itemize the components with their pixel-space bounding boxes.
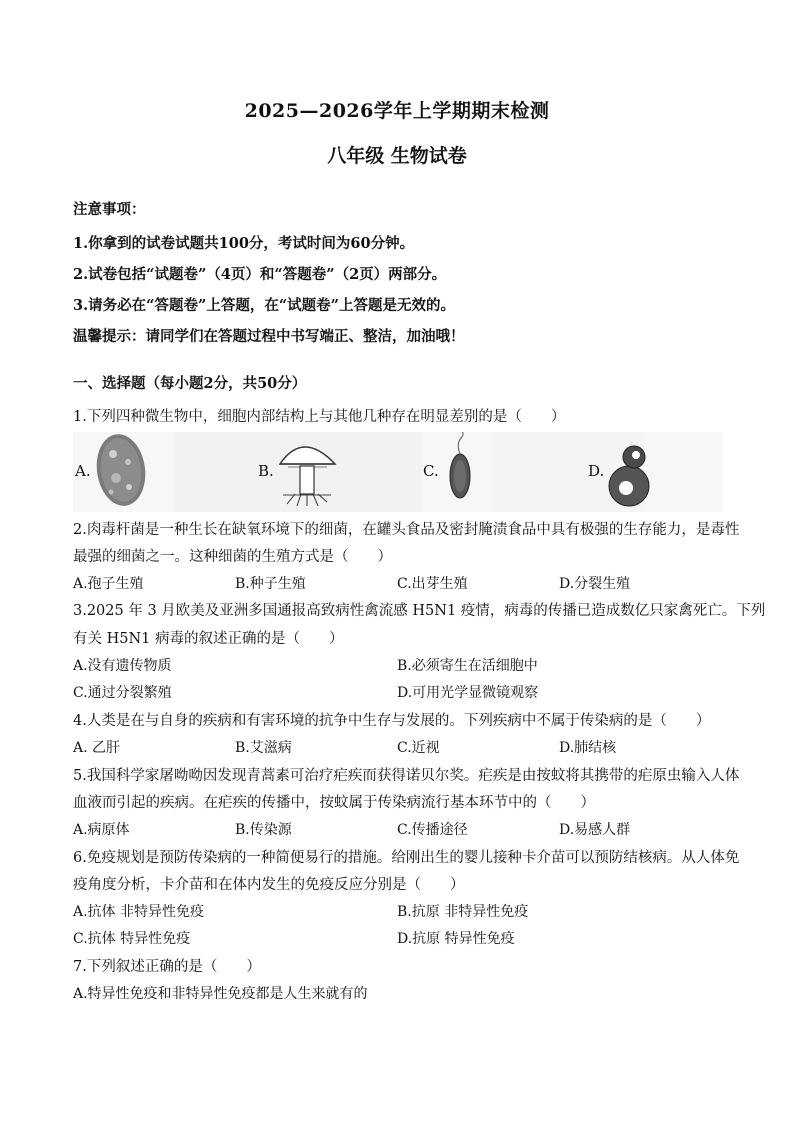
question-4-option-b: B.艾滋病 xyxy=(235,740,292,756)
question-6-option-a: A.抗体 非特异性免疫 xyxy=(73,904,205,920)
question-1-figure xyxy=(73,432,723,512)
exam-subtitle: 八年级 生物试卷 xyxy=(327,145,467,167)
question-4-option-a: A. 乙肝 xyxy=(73,740,121,756)
question-2-stem-line-2: 最强的细菌之一。这种细菌的生殖方式是（ ） xyxy=(73,549,392,565)
exam-title: 2025—2026学年上学期期末检测 xyxy=(244,100,550,122)
note-item-2: 2.试卷包括“试题卷”（4页）和“答题卷”（2页）两部分。 xyxy=(73,266,447,283)
question-6-option-c: C.抗体 特异性免疫 xyxy=(73,931,191,947)
question-3-option-c: C.通过分裂繁殖 xyxy=(73,685,172,701)
note-item-1: 1.你拿到的试卷试题共100分，考试时间为60分钟。 xyxy=(73,235,415,252)
question-7-stem: 7.下列叙述正确的是（ ） xyxy=(73,959,261,975)
question-3-option-b: B.必须寄生在活细胞中 xyxy=(397,658,538,674)
question-6-stem-line-2: 疫角度分析，卡介苗和在体内发生的免疫反应分别是（ ） xyxy=(73,877,465,893)
question-2-option-d: D.分裂生殖 xyxy=(559,576,631,592)
question-4-option-d: D.肺结核 xyxy=(559,740,617,756)
section-heading: 一、选择题（每小题2分，共50分） xyxy=(73,375,307,392)
microorganism-figure xyxy=(73,432,723,512)
option-a-label: A. xyxy=(75,462,91,480)
question-5-option-d: D.易感人群 xyxy=(559,822,631,838)
option-b-label: B. xyxy=(258,462,274,480)
question-5-option-b: B.传染源 xyxy=(235,822,292,838)
question-3-option-d: D.可用光学显微镜观察 xyxy=(397,685,539,701)
notes-heading: 注意事项： xyxy=(73,201,146,218)
note-item-3: 3.请务必在“答题卷”上答题，在“试题卷”上答题是无效的。 xyxy=(73,297,455,314)
question-2-option-a: A.孢子生殖 xyxy=(73,576,144,592)
question-1-stem: 1.下列四种微生物中，细胞内部结构上与其他几种存在明显差别的是（ ） xyxy=(73,409,566,425)
question-6-stem-line-1: 6.免疫规划是预防传染病的一种简便易行的措施。给刚出生的婴儿接种卡介苗可以预防结核病。从人体免 xyxy=(73,850,740,866)
notes-tip: 温馨提示：请同学们在答题过程中书写端正、整洁，加油哦！ xyxy=(73,328,465,345)
question-4-option-c: C.近视 xyxy=(397,740,440,756)
question-4-stem: 4.人类是在与自身的疾病和有害环境的抗争中生存与发展的。下列疾病中不属于传染病的是（ ） xyxy=(73,713,711,729)
question-6-option-d: D.抗原 特异性免疫 xyxy=(397,931,515,947)
option-d-label: D. xyxy=(588,462,605,480)
question-7-option-a: A.特异性免疫和非特异性免疫都是人生来就有的 xyxy=(73,986,368,1002)
question-2-stem-line-1: 2.肉毒杆菌是一种生长在缺氧环境下的细菌，在罐头食品及密封腌渍食品中具有极强的生存能力，是毒性 xyxy=(73,522,740,538)
question-3-stem-line-2: 有关 H5N1 病毒的叙述正确的是（ ） xyxy=(73,631,344,647)
question-5-option-c: C.传播途径 xyxy=(397,822,468,838)
option-c-label: C. xyxy=(423,462,439,480)
question-5-option-a: A.病原体 xyxy=(73,822,130,838)
question-5-stem-line-2: 血液而引起的疾病。在疟疾的传播中，按蚊属于传染病流行基本环节中的（ ） xyxy=(73,795,595,811)
question-6-option-b: B.抗原 非特异性免疫 xyxy=(397,904,529,920)
question-3-option-a: A.没有遗传物质 xyxy=(73,658,172,674)
question-3-stem-line-1: 3.2025 年 3 月欧美及亚洲多国通报高致病性禽流感 H5N1 疫情，病毒的传播已造成数亿只家禽死亡。下列 xyxy=(73,603,766,619)
question-2-option-c: C.出芽生殖 xyxy=(397,576,468,592)
question-5-stem-line-1: 5.我国科学家屠呦呦因发现青蒿素可治疗疟疾而获得诺贝尔奖。疟疾是由按蚊将其携带的疟原虫输入人体 xyxy=(73,768,740,784)
question-2-option-b: B.种子生殖 xyxy=(235,576,306,592)
